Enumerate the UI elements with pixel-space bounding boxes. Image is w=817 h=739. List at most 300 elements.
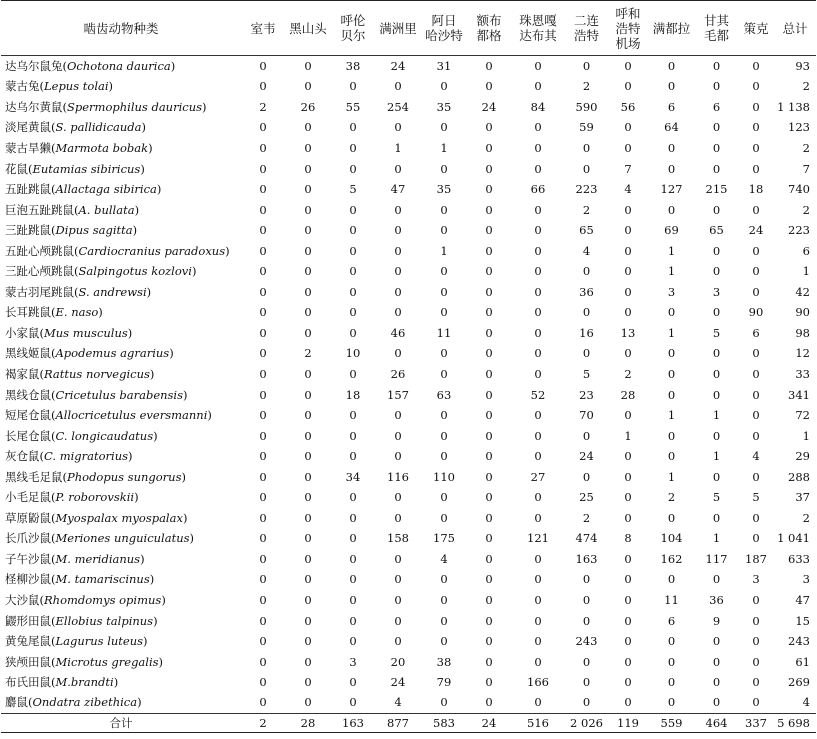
count-cell: 0 <box>752 408 760 423</box>
count-cell: 11 <box>664 592 679 607</box>
count-cell: 0 <box>394 284 402 299</box>
count-cell: 3 <box>712 284 721 299</box>
table-body <box>1 56 816 714</box>
count-cell: 0 <box>485 140 493 155</box>
count-cell: 0 <box>440 120 448 135</box>
count-cell: 4 <box>752 449 760 464</box>
count-cell: 0 <box>624 346 632 361</box>
count-cell: 0 <box>752 202 760 217</box>
count-cell: 2 <box>667 490 676 505</box>
count-cell: 0 <box>485 572 493 587</box>
species-latin-name: M. tamariscinus <box>55 572 150 587</box>
table-row <box>1 425 816 446</box>
count-cell: 0 <box>534 654 542 669</box>
count-cell: 0 <box>394 592 402 607</box>
table-row <box>1 323 816 344</box>
count-cell: 63 <box>436 387 452 402</box>
count-cell: 0 <box>534 202 542 217</box>
species-name-cell: 长尾仓鼠(C. longicaudatus) <box>5 428 158 443</box>
species-latin-name: M.brandti <box>55 675 114 690</box>
row-total-cell: 47 <box>795 592 810 607</box>
row-total-cell: 223 <box>788 223 810 238</box>
count-cell: 0 <box>440 592 448 607</box>
count-cell: 0 <box>349 613 357 628</box>
count-cell: 1 <box>712 449 721 464</box>
count-cell: 163 <box>575 551 598 566</box>
count-cell: 0 <box>485 161 493 176</box>
count-cell: 0 <box>440 346 448 361</box>
count-cell: 127 <box>660 182 683 197</box>
table-row <box>1 76 816 97</box>
table-row <box>1 158 816 179</box>
species-latin-name: Ochotona daurica <box>67 59 171 74</box>
count-cell: 590 <box>575 99 598 114</box>
table-row <box>1 549 816 570</box>
count-cell: 157 <box>387 387 409 402</box>
count-cell: 9 <box>712 613 721 628</box>
table-row <box>1 692 816 713</box>
count-cell: 104 <box>660 531 683 546</box>
count-cell: 0 <box>259 120 267 135</box>
count-cell: 0 <box>349 634 357 649</box>
count-cell: 24 <box>579 449 594 464</box>
count-cell: 0 <box>485 592 493 607</box>
count-cell: 0 <box>304 572 312 587</box>
count-cell: 5 <box>349 182 357 197</box>
count-cell: 0 <box>349 695 357 710</box>
row-total-cell: 2 <box>802 79 810 94</box>
table-row <box>1 672 816 693</box>
count-cell: 0 <box>667 59 676 74</box>
count-cell: 0 <box>624 223 632 238</box>
count-cell: 1 <box>712 531 721 546</box>
species-name-cell: 褐家鼠(Rattus norvegicus) <box>5 366 155 381</box>
species-chinese-name: 大沙鼠 <box>5 592 40 607</box>
count-cell: 0 <box>394 264 402 279</box>
count-cell: 0 <box>624 59 632 74</box>
row-total-cell: 1 <box>802 428 810 443</box>
site-column-header: 额布 都格 <box>467 1 511 56</box>
count-cell: 11 <box>436 325 452 340</box>
species-name-cell: 麝鼠(Ondatra zibethica) <box>5 695 142 710</box>
species-chinese-name: 短尾仓鼠 <box>5 408 51 423</box>
site-column-header: 策克 <box>738 1 774 56</box>
count-cell: 0 <box>259 654 267 669</box>
count-cell: 0 <box>349 223 357 238</box>
row-total-cell: 341 <box>788 387 810 402</box>
count-cell: 0 <box>582 140 591 155</box>
species-name-cell: 狭颅田鼠(Microtus gregalis) <box>5 654 164 669</box>
count-cell: 0 <box>259 223 267 238</box>
count-cell: 52 <box>530 387 546 402</box>
species-latin-name: E. naso <box>55 305 99 320</box>
count-cell: 0 <box>304 264 312 279</box>
count-cell: 0 <box>485 449 493 464</box>
total-label: 合计 <box>1 713 241 732</box>
count-cell: 5 <box>712 325 721 340</box>
count-cell: 0 <box>712 79 721 94</box>
count-cell: 18 <box>345 387 361 402</box>
species-chinese-name: 五趾跳鼠 <box>5 182 51 197</box>
total-cell: 877 <box>375 713 421 732</box>
row-total-cell: 633 <box>788 551 810 566</box>
count-cell: 0 <box>259 243 267 258</box>
species-name-cell: 达乌尔鼠兔(Ochotona daurica) <box>5 59 176 74</box>
site-column-header: 二连 浩特 <box>565 1 608 56</box>
count-cell: 27 <box>530 469 546 484</box>
table-row <box>1 282 816 303</box>
count-cell: 0 <box>534 79 542 94</box>
species-chinese-name: 达乌尔黄鼠 <box>5 99 63 114</box>
count-cell: 0 <box>304 366 312 381</box>
grand-total-cell: 5 698 <box>774 713 816 732</box>
count-cell: 0 <box>624 551 632 566</box>
count-cell: 0 <box>667 161 676 176</box>
count-cell: 0 <box>485 531 493 546</box>
count-cell: 0 <box>259 551 267 566</box>
count-cell: 0 <box>712 140 721 155</box>
count-cell: 0 <box>534 243 542 258</box>
count-cell: 16 <box>579 325 594 340</box>
count-cell: 1 <box>667 408 676 423</box>
table-row <box>1 302 816 323</box>
count-cell: 0 <box>624 202 632 217</box>
count-cell: 0 <box>752 428 760 443</box>
count-cell: 0 <box>394 120 402 135</box>
count-cell: 0 <box>624 284 632 299</box>
species-latin-name: Allocricetulus eversmanni <box>55 408 208 423</box>
count-cell: 0 <box>712 572 721 587</box>
count-cell: 2 <box>582 510 591 525</box>
count-cell: 0 <box>440 490 448 505</box>
species-chinese-name: 狭颅田鼠 <box>5 654 51 669</box>
count-cell: 0 <box>752 654 760 669</box>
species-name-cell: 黑线仓鼠(Cricetulus barabensis) <box>5 387 188 402</box>
count-cell: 0 <box>485 120 493 135</box>
count-cell: 0 <box>485 243 493 258</box>
count-cell: 0 <box>440 223 448 238</box>
site-column-header: 黑山头 <box>285 1 331 56</box>
species-latin-name: Cardiocranius paradoxus <box>78 243 226 258</box>
count-cell: 0 <box>667 572 676 587</box>
count-cell: 0 <box>534 613 542 628</box>
count-cell: 0 <box>752 161 760 176</box>
count-cell: 0 <box>349 284 357 299</box>
count-cell: 0 <box>440 510 448 525</box>
count-cell: 0 <box>304 325 312 340</box>
count-cell: 24 <box>390 59 406 74</box>
count-cell: 5 <box>582 366 591 381</box>
species-chinese-name: 五趾心颅跳鼠 <box>5 243 74 258</box>
table-row <box>1 97 816 118</box>
site-column-header: 满洲里 <box>375 1 421 56</box>
species-name-cell: 长耳跳鼠(E. naso) <box>5 305 103 320</box>
count-cell: 0 <box>259 140 267 155</box>
count-cell: 0 <box>485 182 493 197</box>
count-cell: 0 <box>485 223 493 238</box>
count-cell: 25 <box>579 490 594 505</box>
count-cell: 0 <box>259 634 267 649</box>
count-cell: 0 <box>624 695 632 710</box>
count-cell: 0 <box>349 140 357 155</box>
count-cell: 0 <box>752 120 760 135</box>
count-cell: 0 <box>582 592 591 607</box>
count-cell: 69 <box>664 223 679 238</box>
site-column-header: 珠恩嘎 达布其 <box>511 1 565 56</box>
count-cell: 0 <box>394 428 402 443</box>
count-cell: 0 <box>534 120 542 135</box>
total-row <box>1 713 816 732</box>
site-column-header: 满都拉 <box>648 1 695 56</box>
total-cell: 516 <box>511 713 565 732</box>
count-cell: 0 <box>440 613 448 628</box>
count-cell: 0 <box>485 264 493 279</box>
table-header-row <box>1 1 816 56</box>
count-cell: 55 <box>345 99 361 114</box>
species-latin-name: Salpingotus kozlovi <box>78 264 192 279</box>
count-cell: 0 <box>534 695 542 710</box>
count-cell: 0 <box>440 161 448 176</box>
count-cell: 0 <box>752 387 760 402</box>
species-name-cell: 蒙古兔(Lepus tolai) <box>5 79 114 94</box>
count-cell: 0 <box>752 510 760 525</box>
count-cell: 0 <box>304 490 312 505</box>
count-cell: 0 <box>304 469 312 484</box>
species-latin-name: Ondatra zibethica <box>32 695 138 710</box>
count-cell: 0 <box>259 59 267 74</box>
count-cell: 0 <box>304 449 312 464</box>
species-latin-name: Microtus gregalis <box>55 654 159 669</box>
count-cell: 0 <box>440 202 448 217</box>
count-cell: 0 <box>582 428 591 443</box>
species-name-cell: 黑线毛足鼠(Phodopus sungorus) <box>5 469 186 484</box>
count-cell: 121 <box>527 531 549 546</box>
table-row <box>1 528 816 549</box>
count-cell: 0 <box>667 202 676 217</box>
row-total-cell: 15 <box>795 613 810 628</box>
count-cell: 0 <box>485 387 493 402</box>
count-cell: 0 <box>485 551 493 566</box>
count-cell: 35 <box>436 182 452 197</box>
species-name-cell: 布氏田鼠(M.brandti) <box>5 675 119 690</box>
species-chinese-name: 小毛足鼠 <box>5 490 51 505</box>
count-cell: 0 <box>752 99 760 114</box>
table-row <box>1 117 816 138</box>
species-chinese-name: 布氏田鼠 <box>5 675 51 690</box>
count-cell: 0 <box>485 613 493 628</box>
count-cell: 56 <box>620 99 636 114</box>
count-cell: 0 <box>394 346 402 361</box>
count-cell: 0 <box>485 79 493 94</box>
count-cell: 0 <box>394 449 402 464</box>
count-cell: 0 <box>304 223 312 238</box>
count-cell: 2 <box>259 99 267 114</box>
row-total-cell: 93 <box>795 59 810 74</box>
count-cell: 0 <box>752 284 760 299</box>
count-cell: 36 <box>709 592 724 607</box>
table-row <box>1 569 816 590</box>
count-cell: 0 <box>349 551 357 566</box>
count-cell: 0 <box>394 243 402 258</box>
count-cell: 0 <box>440 305 448 320</box>
count-cell: 0 <box>259 305 267 320</box>
count-cell: 0 <box>582 675 591 690</box>
count-cell: 0 <box>534 408 542 423</box>
count-cell: 0 <box>582 613 591 628</box>
count-cell: 0 <box>259 490 267 505</box>
count-cell: 0 <box>349 305 357 320</box>
count-cell: 0 <box>485 305 493 320</box>
count-cell: 64 <box>664 120 679 135</box>
count-cell: 0 <box>712 654 721 669</box>
count-cell: 0 <box>304 182 312 197</box>
table-row <box>1 651 816 672</box>
count-cell: 0 <box>534 325 542 340</box>
count-cell: 0 <box>259 613 267 628</box>
count-cell: 0 <box>440 284 448 299</box>
species-chinese-name: 子午沙鼠 <box>5 551 51 566</box>
species-chinese-name: 黑线姬鼠 <box>5 346 51 361</box>
count-cell: 0 <box>349 408 357 423</box>
table-row <box>1 199 816 220</box>
table-row <box>1 343 816 364</box>
count-cell: 0 <box>440 695 448 710</box>
total-cell: 337 <box>738 713 774 732</box>
count-cell: 0 <box>624 243 632 258</box>
species-chinese-name: 鼹形田鼠 <box>5 613 51 628</box>
count-cell: 0 <box>534 572 542 587</box>
species-latin-name: Allactaga sibirica <box>55 182 157 197</box>
species-name-cell: 花鼠(Eutamias sibiricus) <box>5 161 145 176</box>
count-cell: 0 <box>304 140 312 155</box>
count-cell: 0 <box>349 79 357 94</box>
count-cell: 0 <box>485 654 493 669</box>
species-latin-name: A. bullata <box>78 202 135 217</box>
species-latin-name: S. pallidicauda <box>55 120 142 135</box>
count-cell: 0 <box>349 449 357 464</box>
count-cell: 0 <box>259 469 267 484</box>
count-cell: 0 <box>712 634 721 649</box>
count-cell: 13 <box>620 325 636 340</box>
count-cell: 0 <box>752 695 760 710</box>
table-row <box>1 610 816 631</box>
count-cell: 158 <box>387 531 409 546</box>
count-cell: 0 <box>349 161 357 176</box>
table-row <box>1 261 816 282</box>
count-cell: 2 <box>582 79 591 94</box>
species-chinese-name: 草原鼢鼠 <box>5 510 51 525</box>
count-cell: 0 <box>624 675 632 690</box>
count-cell: 0 <box>624 79 632 94</box>
species-chinese-name: 长爪沙鼠 <box>5 531 51 546</box>
count-cell: 0 <box>624 449 632 464</box>
count-cell: 0 <box>582 346 591 361</box>
species-name-cell: 长爪沙鼠(Meriones unguiculatus) <box>5 531 195 546</box>
species-latin-name: Dipus sagitta <box>55 223 133 238</box>
count-cell: 0 <box>624 634 632 649</box>
count-cell: 116 <box>387 469 409 484</box>
species-name-cell: 小家鼠(Mus musculus) <box>5 325 133 340</box>
species-name-cell: 三趾心颅跳鼠(Salpingotus kozlovi) <box>5 264 197 279</box>
count-cell: 6 <box>667 613 676 628</box>
count-cell: 0 <box>667 695 676 710</box>
count-cell: 0 <box>752 634 760 649</box>
table-row <box>1 364 816 385</box>
count-cell: 0 <box>624 264 632 279</box>
count-cell: 0 <box>752 346 760 361</box>
species-chinese-name: 麝鼠 <box>5 695 28 710</box>
total-column-header: 总计 <box>774 1 816 56</box>
count-cell: 0 <box>485 469 493 484</box>
count-cell: 8 <box>624 531 632 546</box>
species-name-cell: 蒙古旱獭(Marmota bobak) <box>5 140 153 155</box>
count-cell: 0 <box>394 223 402 238</box>
site-column-header: 甘其 毛都 <box>695 1 738 56</box>
count-cell: 2 <box>304 346 312 361</box>
row-total-cell: 29 <box>795 449 810 464</box>
site-column-header: 呼和 浩特 机场 <box>608 1 648 56</box>
count-cell: 0 <box>582 469 591 484</box>
table-row <box>1 508 816 529</box>
count-cell: 0 <box>440 264 448 279</box>
count-cell: 1 <box>440 243 448 258</box>
count-cell: 5 <box>712 490 721 505</box>
count-cell: 3 <box>752 572 760 587</box>
species-latin-name: Rhomdomys opimus <box>44 592 162 607</box>
count-cell: 0 <box>304 675 312 690</box>
row-total-cell: 7 <box>802 161 810 176</box>
row-total-cell: 2 <box>802 140 810 155</box>
count-cell: 0 <box>349 243 357 258</box>
count-cell: 0 <box>394 613 402 628</box>
row-total-cell: 61 <box>795 654 810 669</box>
count-cell: 0 <box>534 551 542 566</box>
row-total-cell: 288 <box>788 469 810 484</box>
count-cell: 0 <box>304 510 312 525</box>
site-column-header: 室韦 <box>241 1 285 56</box>
species-name-cell: 小毛足鼠(P. roborovskii) <box>5 490 139 505</box>
count-cell: 0 <box>534 305 542 320</box>
count-cell: 0 <box>712 202 721 217</box>
count-cell: 0 <box>582 305 591 320</box>
count-cell: 4 <box>582 243 591 258</box>
count-cell: 0 <box>624 490 632 505</box>
count-cell: 0 <box>485 675 493 690</box>
count-cell: 0 <box>394 79 402 94</box>
row-total-cell: 33 <box>795 366 810 381</box>
count-cell: 0 <box>259 428 267 443</box>
count-cell: 215 <box>705 182 728 197</box>
count-cell: 6 <box>667 99 676 114</box>
count-cell: 0 <box>752 613 760 628</box>
count-cell: 0 <box>304 59 312 74</box>
count-cell: 0 <box>349 366 357 381</box>
count-cell: 0 <box>259 366 267 381</box>
count-cell: 0 <box>304 613 312 628</box>
total-cell: 119 <box>608 713 648 732</box>
count-cell: 0 <box>304 592 312 607</box>
species-name-cell: 黄兔尾鼠(Lagurus luteus) <box>5 634 148 649</box>
count-cell: 0 <box>394 490 402 505</box>
count-cell: 24 <box>748 223 764 238</box>
species-latin-name: P. roborovskii <box>55 490 135 505</box>
species-name-cell: 巨泡五趾跳鼠(A. bullata) <box>5 202 140 217</box>
count-cell: 0 <box>667 634 676 649</box>
count-cell: 26 <box>300 99 316 114</box>
count-cell: 2 <box>582 202 591 217</box>
count-cell: 0 <box>394 634 402 649</box>
count-cell: 117 <box>705 551 728 566</box>
